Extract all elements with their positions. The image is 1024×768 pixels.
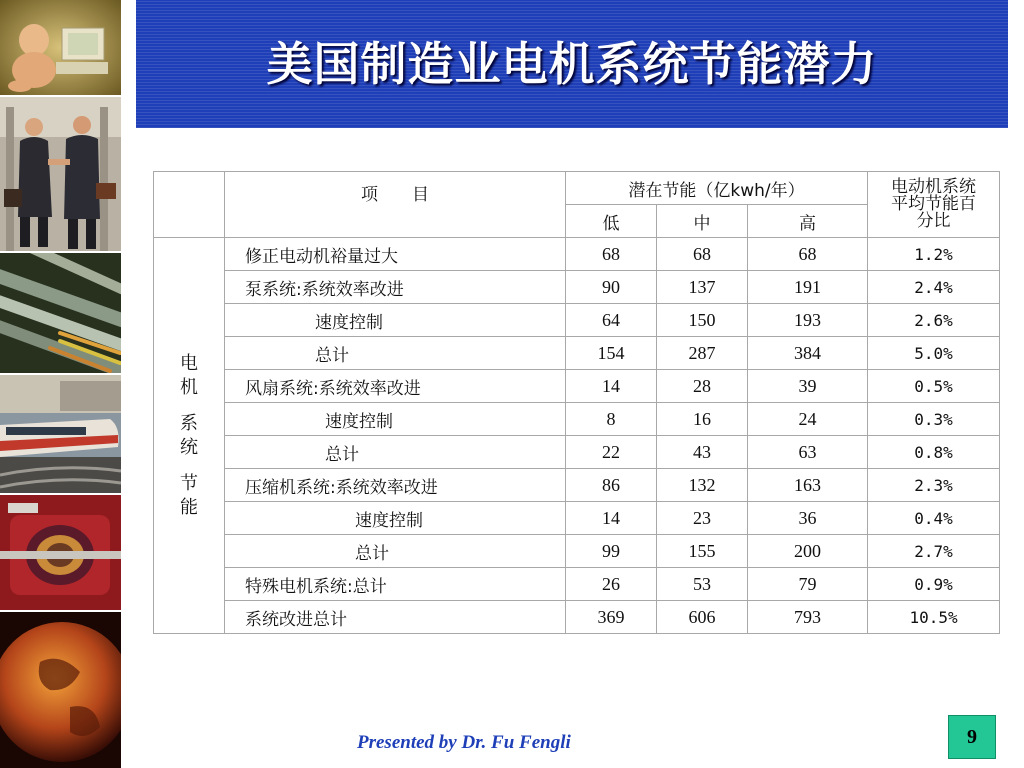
- cell-high: 193: [748, 304, 868, 337]
- motor-cutaway-photo: [0, 495, 121, 610]
- cell-percent: 0.4%: [868, 502, 1000, 535]
- cell-high: 384: [748, 337, 868, 370]
- cell-low: 8: [566, 403, 657, 436]
- cell-percent: 2.3%: [868, 469, 1000, 502]
- cell-high: 79: [748, 568, 868, 601]
- cell-mid: 23: [657, 502, 748, 535]
- group-label-char: 节: [180, 472, 198, 494]
- row-item-label: 系统改进总计: [225, 601, 566, 634]
- cell-mid: 28: [657, 370, 748, 403]
- photo-strip: [0, 0, 121, 768]
- energy-savings-table: [153, 171, 1000, 634]
- column-header-mid: 中: [657, 205, 748, 238]
- cell-mid: 150: [657, 304, 748, 337]
- child-computer-photo: [0, 0, 121, 95]
- row-item-label: 特殊电机系统:总计: [225, 568, 566, 601]
- cell-high: 39: [748, 370, 868, 403]
- cell-low: 64: [566, 304, 657, 337]
- percent-header-line-3: 分比: [916, 211, 951, 231]
- cell-mid: 287: [657, 337, 748, 370]
- cell-mid: 155: [657, 535, 748, 568]
- row-item-label: 总计: [225, 337, 566, 370]
- table-row: [154, 337, 1000, 370]
- cell-percent: 0.8%: [868, 436, 1000, 469]
- table-row: [154, 502, 1000, 535]
- cell-percent: 0.9%: [868, 568, 1000, 601]
- cell-low: 68: [566, 238, 657, 271]
- row-item-label: 速度控制: [225, 502, 566, 535]
- row-item-label: 泵系统:系统效率改进: [225, 271, 566, 304]
- page-number-badge: 9: [948, 715, 996, 759]
- cell-percent: 2.4%: [868, 271, 1000, 304]
- column-header-savings: 潜在节能（亿kwh/年）: [566, 172, 868, 205]
- column-header-percent: [868, 172, 1000, 238]
- cell-low: 154: [566, 337, 657, 370]
- table-row: [154, 601, 1000, 634]
- table-body: [154, 238, 1000, 634]
- cell-mid: 16: [657, 403, 748, 436]
- cell-high: 191: [748, 271, 868, 304]
- cell-high: 24: [748, 403, 868, 436]
- table-row: [154, 568, 1000, 601]
- column-header-high: 高: [748, 205, 868, 238]
- presenter-credit: Presented by Dr. Fu Fengli: [357, 732, 571, 753]
- column-header-item: 项 目: [225, 172, 566, 238]
- cell-percent: 10.5%: [868, 601, 1000, 634]
- cell-low: 99: [566, 535, 657, 568]
- slide-title: 美国制造业电机系统节能潜力: [266, 37, 878, 91]
- table-row: [154, 304, 1000, 337]
- group-label-char: 机: [180, 376, 198, 398]
- group-label-vertical: [154, 238, 225, 634]
- handshake-photo: [0, 97, 121, 251]
- cables-photo: [0, 253, 121, 373]
- globe-photo: [0, 612, 121, 768]
- cell-percent: 0.3%: [868, 403, 1000, 436]
- title-bar: [136, 0, 1008, 128]
- table-row: [154, 238, 1000, 271]
- table-row: [154, 436, 1000, 469]
- column-header-low: 低: [566, 205, 657, 238]
- row-item-label: 速度控制: [225, 403, 566, 436]
- row-item-label: 修正电动机裕量过大: [225, 238, 566, 271]
- row-item-label: 风扇系统:系统效率改进: [225, 370, 566, 403]
- row-item-label: 总计: [225, 436, 566, 469]
- cell-percent: 1.2%: [868, 238, 1000, 271]
- table-row: [154, 403, 1000, 436]
- cell-percent: 0.5%: [868, 370, 1000, 403]
- cell-mid: 43: [657, 436, 748, 469]
- cell-high: 793: [748, 601, 868, 634]
- cell-low: 369: [566, 601, 657, 634]
- cell-mid: 132: [657, 469, 748, 502]
- cell-low: 26: [566, 568, 657, 601]
- row-item-label: 总计: [225, 535, 566, 568]
- table-row: [154, 535, 1000, 568]
- cell-mid: 606: [657, 601, 748, 634]
- cell-low: 86: [566, 469, 657, 502]
- group-label-char: 系: [180, 412, 198, 434]
- cell-high: 63: [748, 436, 868, 469]
- cell-percent: 2.7%: [868, 535, 1000, 568]
- cell-high: 68: [748, 238, 868, 271]
- cell-mid: 68: [657, 238, 748, 271]
- cell-mid: 53: [657, 568, 748, 601]
- cell-low: 14: [566, 370, 657, 403]
- table-row: [154, 271, 1000, 304]
- cell-low: 22: [566, 436, 657, 469]
- row-item-label: 压缩机系统:系统效率改进: [225, 469, 566, 502]
- cell-low: 90: [566, 271, 657, 304]
- cell-percent: 2.6%: [868, 304, 1000, 337]
- percent-header-line-2: 平均节能百: [891, 194, 977, 214]
- group-label-char: 电: [180, 352, 198, 374]
- cell-high: 163: [748, 469, 868, 502]
- group-header-cell: [154, 172, 225, 238]
- cell-high: 36: [748, 502, 868, 535]
- row-item-label: 速度控制: [225, 304, 566, 337]
- cell-high: 200: [748, 535, 868, 568]
- cell-low: 14: [566, 502, 657, 535]
- cell-mid: 137: [657, 271, 748, 304]
- percent-header-line-1: 电动机系统: [891, 177, 977, 197]
- table-row: [154, 469, 1000, 502]
- train-photo: [0, 375, 121, 493]
- group-label-char: 统: [180, 436, 198, 458]
- cell-percent: 5.0%: [868, 337, 1000, 370]
- table-row: [154, 370, 1000, 403]
- group-label-char: 能: [180, 496, 198, 518]
